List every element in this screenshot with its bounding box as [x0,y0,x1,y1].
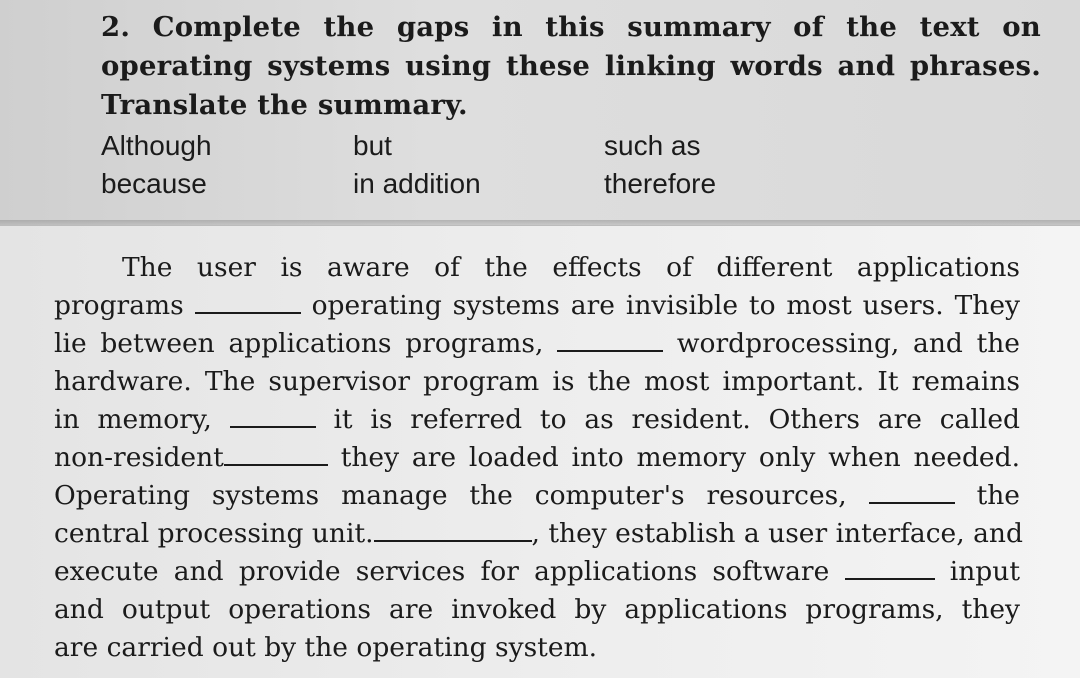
blank-gap-7[interactable] [845,560,935,580]
word-option-but: but [353,130,392,161]
summary-text: central processing unit. [54,518,374,549]
summary-line [54,553,1020,591]
summary-text: Operating systems manage the computer's resources, [54,480,847,511]
summary-line [54,439,1020,477]
summary-text: they are loaded into memory only when needed. [340,442,1020,473]
summary-line [54,591,1020,629]
summary-text: and output operations are invoked by applications programs, they [54,594,1020,625]
summary-line [54,249,1020,287]
summary-text: hardware. The supervisor program is the most important. It remains [54,366,1020,397]
blank-gap-5[interactable] [869,484,955,504]
summary-line [54,287,1020,325]
word-option-in-addition: in addition [353,168,481,199]
blank-gap-6[interactable] [374,522,532,542]
summary-text: it is referred to as resident. Others are called [333,404,1020,435]
summary-text: operating systems are invisible to most users. They [311,290,1020,321]
task-heading: 2. Complete the gaps in this summary of the text on operating systems using these linking words and phrases. Translate the summary. [101,11,1041,121]
word-option-therefore: therefore [604,168,717,199]
summary-line [54,325,1020,363]
summary-text: lie between applications programs, [54,328,544,359]
summary-line [54,477,1020,515]
summary-line [54,629,1020,667]
word-option-although: Although [101,130,212,161]
blank-gap-1[interactable] [195,294,301,314]
summary-text: , they establish a user interface, and [531,518,1023,549]
blank-gap-4[interactable] [224,446,328,466]
summary-line [54,515,1023,553]
summary-text: The user is aware of the effects of different applications [122,252,1020,283]
summary-text: in memory, [54,404,212,435]
word-option-such-as: such as [604,130,701,161]
summary-line [54,363,1020,401]
word-option-because: because [101,168,207,199]
summary-text: non-resident [54,442,224,473]
summary-text: the [976,480,1020,511]
summary-line [54,401,1020,439]
summary-text: wordprocessing, and the [676,328,1020,359]
summary-paragraph [54,249,1023,667]
blank-gap-2[interactable] [557,332,663,352]
blank-gap-3[interactable] [230,408,316,428]
summary-text: execute and provide services for applications software [54,556,830,587]
summary-text: programs [54,290,184,321]
summary-text: are carried out by the operating system. [54,632,598,663]
summary-text: input [949,556,1020,587]
